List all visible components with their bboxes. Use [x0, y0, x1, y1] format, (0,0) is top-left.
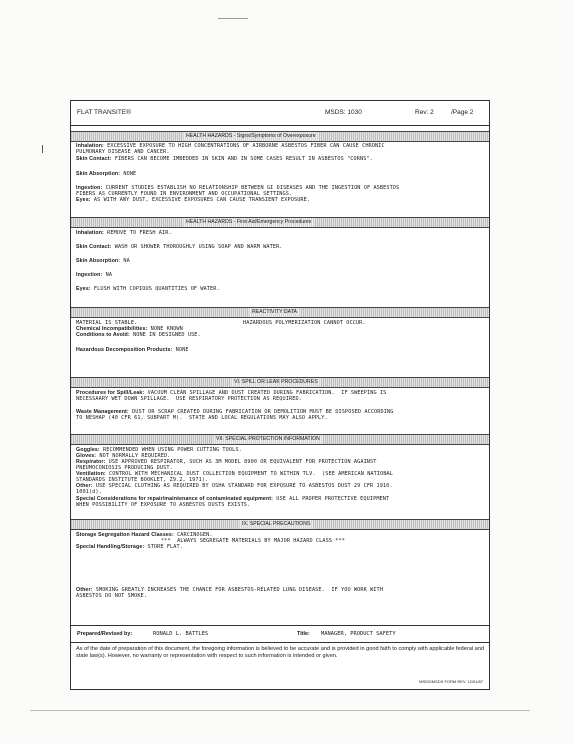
section-band-reactivity: [71, 307, 489, 318]
text-line: PNEUMOCONIOSIS PRODUCING DUST.: [76, 465, 173, 471]
text-line: Eyes: FLUSH WITH COPIOUS QUANTITIES OF WATER.: [76, 286, 220, 292]
text-line: 1001(d).: [76, 489, 102, 495]
section-band-protection: [71, 434, 489, 445]
text-line: Other: SMOKING GREATLY INCREASES THE CHANCE FOR ASBESTOS-RELATED LUNG DISEASE. IF YOU WORK WITH: [76, 587, 383, 593]
text-line: Skin Contact: FIBERS CAN BECOME IMBEDDED IN SKIN AND IN SOME CASES RESULT IN ASBESTOS "CORNS".: [76, 156, 373, 162]
text-line: MATERIAL IS STABLE.: [76, 320, 138, 326]
section-band-precautions: [71, 519, 489, 530]
form-number: MSDS/MSDS FORM REV. 12/01/87: [419, 679, 483, 684]
text-line: Waste Management: DUST OR SCRAP CREATED DURING FABRICATION OR DEMOLITION MUST BE DISPOSED ACCORDING: [76, 409, 394, 415]
text-line: HAZARDOUS POLYMERIZATION CANNOT OCCUR.: [243, 320, 366, 326]
text-line: Gloves: NOT NORMALLY REQUIRED.: [76, 453, 171, 459]
section-title: HEALTH HAZARDS - Signs/Symptoms of Overexposure: [183, 132, 319, 141]
section-band-first-aid: [71, 217, 489, 228]
text-line: Special Considerations for repair/maintenance of contaminated equipment: USE ALL PROPER PROTECTIVE EQUIPMENT: [76, 496, 390, 502]
section-title: IX. SPECIAL PRECAUTIONS: [239, 520, 313, 529]
product-name: FLAT TRANSITE®: [77, 109, 131, 116]
revision: Rev: 2: [415, 109, 434, 116]
page-number: /Page 2: [451, 109, 474, 116]
section-band-health-hazards: [71, 131, 489, 142]
disclaimer: As of the date of preparation of this document, the foregoing information is believed to be accurate and is provided in good faith to comply with applicable federal and state law(s). However, no warranty or representation with respect to such information is intended or given.: [76, 646, 484, 659]
text-line: Skin Contact: WASH OR SHOWER THOROUGHLY USING SOAP AND WARM WATER.: [76, 244, 283, 250]
msds-number: MSDS: 1030: [325, 109, 362, 116]
text-line: Ventilation: CONTROL WITH MECHANICAL DUST COLLECTION EQUIPMENT TO WITHIN TLV. (SEE AMERICAN NATIONAL: [76, 471, 394, 477]
text-line: TO NESHAP (40 CFR 61, SUBPART M). STATE AND LOCAL REGULATIONS MAY ALSO APPLY.: [76, 415, 328, 421]
document-header: [71, 101, 489, 126]
text-line: Procedures for Spill/Leak: VACUUM CLEAN SPILLAGE AND DUST CREATED DURING FABRICATION. IF SWEEPING IS: [76, 390, 387, 396]
text-line: Hazardous Decomposition Products: NONE: [76, 347, 189, 353]
scan-artifact: [30, 710, 530, 711]
section-title: VII. SPECIAL PROTECTION INFORMATION: [213, 435, 323, 444]
text-line: Ingestion: CURRENT STUDIES ESTABLISH NO RELATIONSHIP BETWEEN GI DISEASES AND THE INGESTION OF ASBESTOS: [76, 185, 400, 191]
text-line: NECESSAARY WET DOWN SPILLAGE. USE RESPIRATORY PROTECTION AS REQUIRED.: [76, 396, 302, 402]
text-line: ASBESTOS DO NOT SMOKE.: [76, 593, 147, 599]
text-line: Skin Absorption: NONE: [76, 171, 137, 177]
prepared-by-row: [71, 625, 489, 643]
text-line: Skin Absorption: NA: [76, 258, 130, 264]
scan-artifact: [218, 18, 248, 19]
text-line: Conditions to Avoid: NONE IN DESIGNED USE.: [76, 332, 201, 338]
text-line: Other: USE SPECIAL CLOTHING AS REQUIRED BY OSHA STANDARD FOR EXPOSURE TO ASBESTOS DUST 29 CFR 1910.: [76, 483, 393, 489]
text-line: STANDARDS INSTITUTE BOOKLET, Z9.2, 1971).: [76, 477, 209, 483]
text-line: Inhalation: REMOVE TO FRESH AIR.: [76, 230, 172, 236]
preparer-name: RONALD L. BATTLES: [153, 631, 209, 637]
text-line: PULMONARY DISEASE AND CANCER.: [76, 149, 170, 155]
text-line: Goggles: RECOMMENDED WHEN USING POWER CUTTING TOOLS.: [76, 447, 242, 453]
text-line: Eyes: AS WITH ANY DUST, EXCESSIVE EXPOSURES CAN CAUSE TRANSIENT EXPOSURE.: [76, 197, 311, 203]
text-line: Special Handling/Storage: STORE FLAT.: [76, 544, 183, 550]
section-title: HEALTH HAZARDS - First Aid/Emergency Procedures: [183, 218, 314, 227]
msds-page: [70, 100, 490, 690]
text-line: Ingestion: NA: [76, 272, 113, 278]
text-line: Inhalation: EXCESSIVE EXPOSURE TO HIGH CONCENTRATIONS OF AIRBORNE ASBESTOS FIBER CAN CAUSE CHRONIC: [76, 143, 385, 149]
text-line: Respirator: USE APPROVED RESPIRATOR, SUCH AS 3M MODEL 8900 OR EQUIVALENT FOR PROTECTION AGAINST: [76, 459, 377, 465]
section-title: VI. SPILL OR LEAK PROCEDURES: [231, 378, 321, 387]
prepared-label: Prepared/Revised by:: [77, 631, 133, 637]
text-line: FIBERS AS CURRENTLY FOUND IN ENVIRONMENT AND OCCUPATIONAL SETTINGS.: [76, 191, 293, 197]
text-line: Storage Segregation Hazard Classes: CARCINOGEN.: [76, 532, 213, 538]
text-line: Chemical Incompatibilities: NONE KNOWN: [76, 326, 183, 332]
preparer-title: MANAGER, PRODUCT SAFETY: [321, 631, 396, 637]
title-label: Title:: [297, 631, 310, 637]
text-line: *** ALWAYS SEGREGATE MATERIALS BY MAJOR HAZARD CLASS ***: [161, 538, 345, 544]
scan-artifact: [42, 145, 43, 153]
text-line: WHEN POSSIBILITY OF EXPOSURE TO ASBESTOS DUSTS EXISTS.: [76, 502, 251, 508]
section-title: REACTIVITY DATA: [249, 308, 300, 317]
section-band-spill: [71, 377, 489, 388]
